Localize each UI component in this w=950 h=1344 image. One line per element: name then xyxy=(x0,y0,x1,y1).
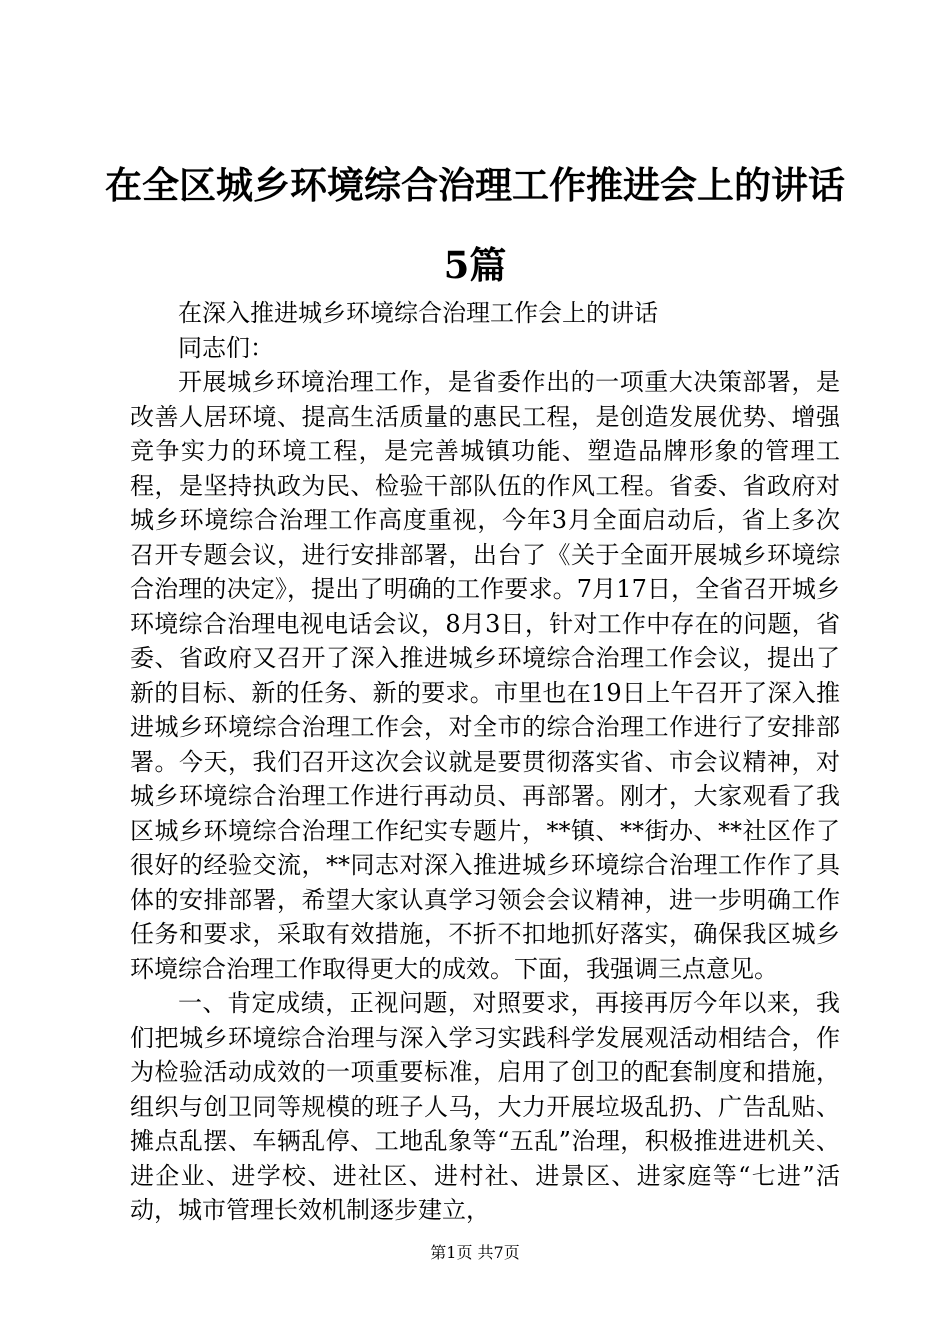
document-title-line-2: 5篇 xyxy=(443,243,507,287)
speech-subtitle: 在深入推进城乡环境综合治理工作会上的讲话 xyxy=(178,299,658,327)
page-number-footer: 第1页 共7页 xyxy=(430,1243,520,1262)
paragraph-2: 一、肯定成绩，正视问题，对照要求，再接再厉今年以来，我们把城乡环境综合治理与深入学习实践科学发展观活动相结合，作为检验活动成效的一项重要标准，启用了创卫的配套制度和措施，组织与创卫同等规模的班子人马，大力开展垃圾乱扔、广告乱贴、摊点乱摆、车辆乱停、工地乱象等“五乱”治理，积极推进进机关、进企业、进学校、进社区、进村社、进景区、进家庭等“七进”活动，城市管理长效机制逐步建立， xyxy=(130,989,840,1224)
salutation: 同志们： xyxy=(178,333,274,362)
document-title-line-1: 在全区城乡环境综合治理工作推进会上的讲话 xyxy=(105,163,845,207)
paragraph-1: 开展城乡环境治理工作，是省委作出的一项重大决策部署，是改善人居环境、提高生活质量的惠民工程，是创造发展优势、增强竞争实力的环境工程，是完善城镇功能、塑造品牌形象的管理工程，是坚持执政为民、检验干部队伍的作风工程。省委、省政府对城乡环境综合治理工作高度重视，今年3月全面启动后，省上多次召开专题会议，进行安排部署，出台了《关于全面开展城乡环境综合治理的决定》，提出了明确的工作要求。7月17日，全省召开城乡环境综合治理电视电话会议，8月3日，针对工作中存在的问题，省委、省政府又召开了深入推进城乡环境综合治理工作会议，提出了新的目标、新的任务、新的要求。市里也在19日上午召开了深入推进城乡环境综合治理工作会，对全市的综合治理工作进行了安排部署。今天，我们召开这次会议就是要贯彻落实省、市会议精神，对城乡环境综合治理工作进行再动员、再部署。刚才，大家观看了我区城乡环境综合治理工作纪实专题片，**镇、**街办、**社区作了很好的经验交流，**同志对深入推进城乡环境综合治理工作作了具体的安排部署，希望大家认真学习领会会议精神，进一步明确工作任务和要求，采取有效措施，不折不扣地抓好落实，确保我区城乡环境综合治理工作取得更大的成效。下面，我强调三点意见。 xyxy=(130,368,840,983)
document-body xyxy=(130,296,840,1228)
